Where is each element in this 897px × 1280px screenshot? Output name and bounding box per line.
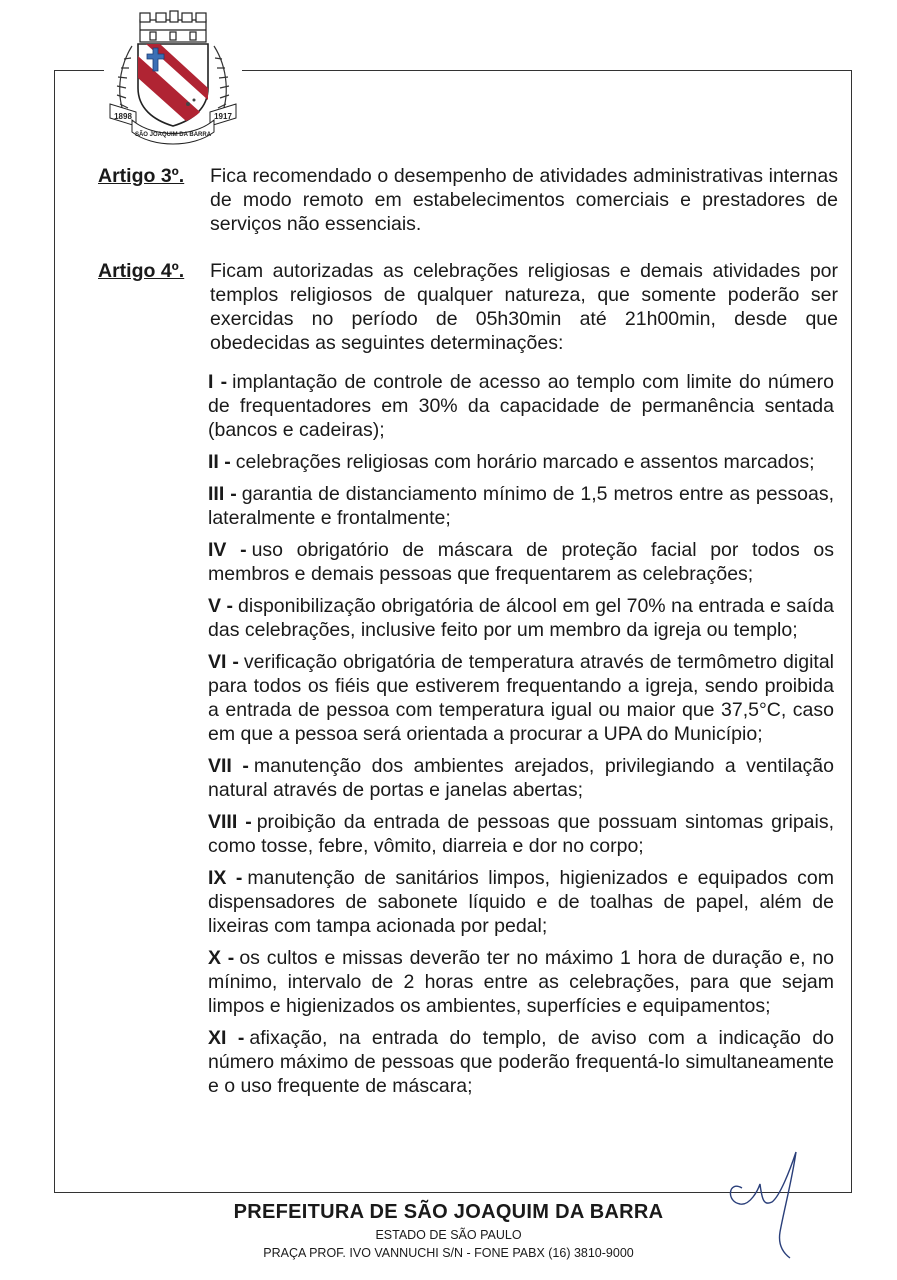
item-text: celebrações religiosas com horário marcado e assentos marcados; <box>235 451 815 473</box>
article-4-label: Artigo 4º. <box>98 260 185 282</box>
item-number: I - <box>208 371 228 393</box>
frame-top-left-rule <box>54 70 104 71</box>
item-text: uso obrigatório de máscara de proteção facial por todos os membros e demais pessoas que frequentarem as celebrações; <box>208 539 834 585</box>
crest-banner-text: SÃO JOAQUIM DA BARRA <box>134 132 212 138</box>
item-text: afixação, na entrada do templo, de aviso com a indicação do número máximo de pessoas que poderão frequentá-lo simultaneamente e o uso frequente de máscara; <box>208 1027 834 1097</box>
list-item <box>208 482 834 530</box>
item-number: XI - <box>208 1027 245 1049</box>
item-text: os cultos e missas deverão ter no máximo 1 hora de duração e, no mínimo, intervalo de 2 horas entre as celebrações, para que sejam limpos e higienizados os ambientes, superfícies e equipamentos; <box>208 947 835 1017</box>
item-text: proibição da entrada de pessoas que possuam sintomas gripais, como tosse, febre, vômito, diarreia e dor no corpo; <box>208 811 835 857</box>
list-item <box>208 450 834 474</box>
item-number: IX - <box>208 867 243 889</box>
footer-title: PREFEITURA DE SÃO JOAQUIM DA BARRA <box>233 1201 664 1223</box>
list-item <box>208 754 834 802</box>
footer-state: ESTADO DE SÃO PAULO <box>375 1228 522 1242</box>
item-text: manutenção de sanitários limpos, higienizados e equipados com dispensadores de sabonete líquido e de toalhas de papel, além de lixeiras com tampa acionada por pedal; <box>208 867 834 937</box>
article-3-label: Artigo 3º. <box>98 165 185 187</box>
determinations-list <box>208 370 834 1106</box>
item-number: IV - <box>208 539 247 561</box>
item-text: garantia de distanciamento mínimo de 1,5 metros entre as pessoas, lateralmente e frontalmente; <box>208 483 834 529</box>
item-text: verificação obrigatória de temperatura através de termômetro digital para todos os fiéis que estiverem frequentando a igreja, sendo proibida a entrada de pessoa com temperatura igual ou maior que 37,5°C, caso em que a pessoa será orientada a procurar a UPA do Município; <box>208 651 834 745</box>
list-item <box>208 810 834 858</box>
item-number: X - <box>208 947 235 969</box>
list-item <box>208 1026 834 1098</box>
crest-shield <box>138 44 208 126</box>
item-text: implantação de controle de acesso ao templo com limite do número de frequentadores em 30% da capacidade de permanência sentada (bancos e cadeiras); <box>208 371 834 441</box>
crest-year-left: 1898 <box>114 112 132 121</box>
item-number: VI - <box>208 651 239 673</box>
item-text: disponibilização obrigatória de álcool em gel 70% na entrada e saída das celebrações, inclusive feito por um membro da igreja ou templo; <box>208 595 835 641</box>
list-item <box>208 946 834 1018</box>
item-text: manutenção dos ambientes arejados, privilegiando a ventilação natural através de portas e janelas abertas; <box>208 755 834 801</box>
article-4-text: Ficam autorizadas as celebrações religiosas e demais atividades por templos religiosos de qualquer natureza, que somente poderão ser exercidas no período de 05h30min até 21h00min, desde que obedecidas as seguintes determinações: <box>210 260 838 354</box>
page-footer <box>0 1198 897 1262</box>
municipal-crest-logo <box>98 8 248 148</box>
list-item <box>208 538 834 586</box>
item-number: III - <box>208 483 237 505</box>
article-3 <box>98 164 838 236</box>
footer-address: PRAÇA PROF. IVO VANNUCHI S/N - FONE PABX (16) 3810-9000 <box>263 1246 634 1260</box>
article-4 <box>98 259 838 355</box>
list-item <box>208 650 834 746</box>
item-number: II - <box>208 451 231 473</box>
crest-year-right: 1917 <box>214 112 232 121</box>
list-item <box>208 866 834 938</box>
frame-top-right-rule <box>242 70 851 71</box>
item-number: VII - <box>208 755 249 777</box>
crest-crown <box>140 11 206 42</box>
item-number: V - <box>208 595 234 617</box>
article-3-text: Fica recomendado o desempenho de atividades administrativas internas de modo remoto em estabelecimentos comerciais e prestadores de serviços não essenciais. <box>210 165 838 235</box>
list-item <box>208 370 834 442</box>
list-item <box>208 594 834 642</box>
item-number: VIII - <box>208 811 252 833</box>
